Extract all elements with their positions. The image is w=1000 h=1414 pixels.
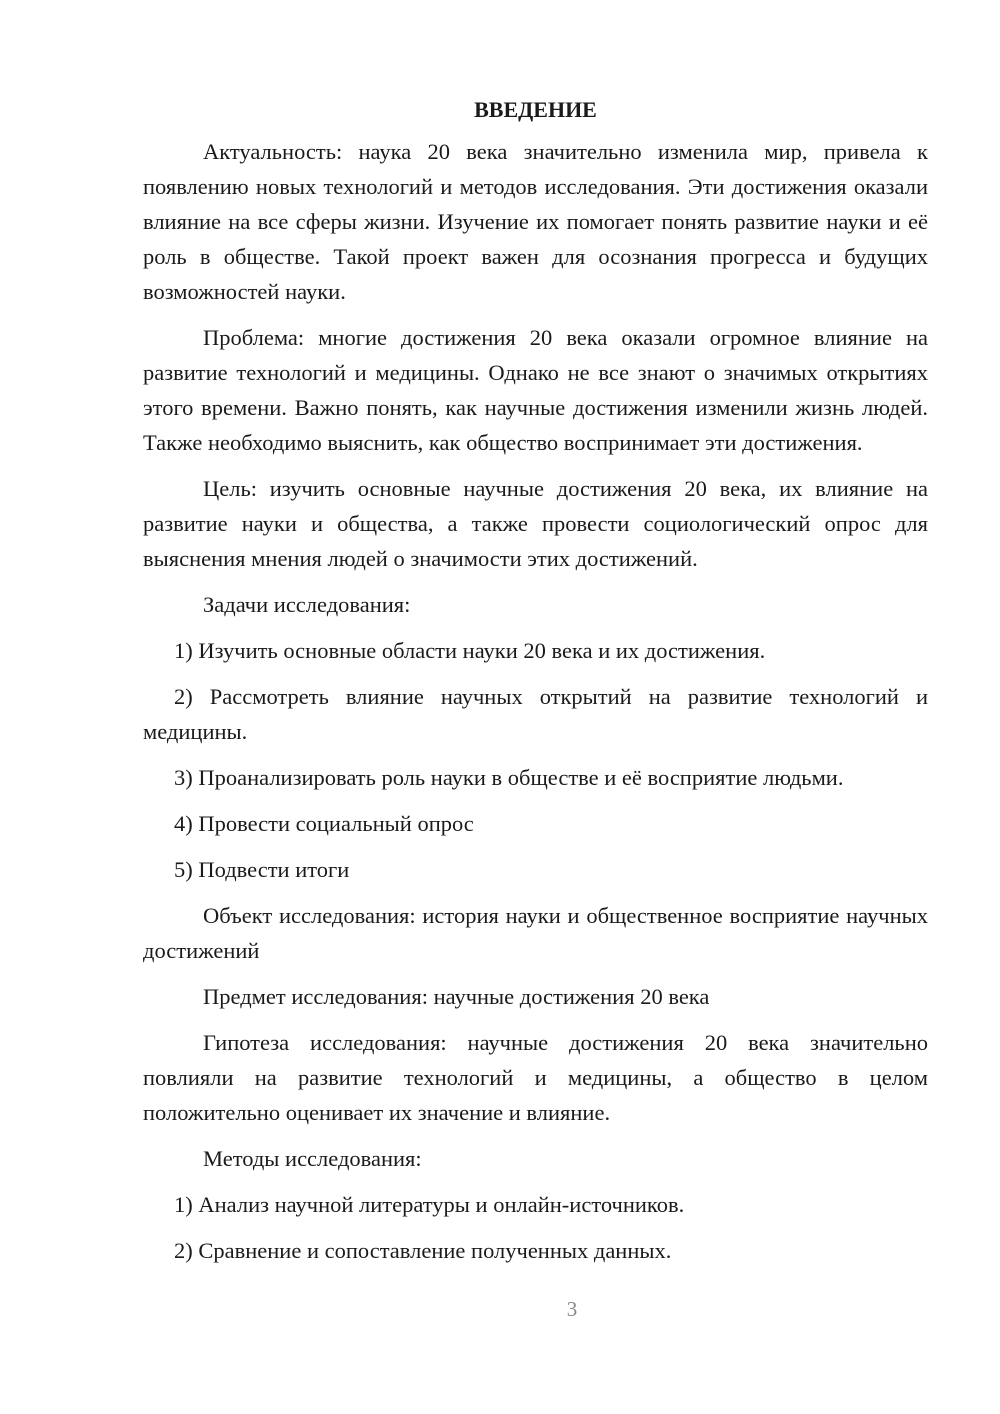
task-item: 3) Проанализировать роль науки в обществе и её восприятие людьми. [174, 765, 844, 790]
document-body [143, 92, 928, 1279]
problem-paragraph: Проблема: многие достижения 20 века оказали огромное влияние на развитие технологий и медицины. Однако не все знают о значимых открытиях этого времени. Важно понять, как научные достижения изменили жизнь людей. Также необходимо выяснить, как общество воспринимает эти достижения. [143, 325, 928, 455]
task-item: 4) Провести социальный опрос [174, 811, 474, 836]
relevance-paragraph: Актуальность: наука 20 века значительно изменила мир, привела к появлению новых технологий и методов исследования. Эти достижения оказали влияние на все сферы жизни. Изучение их помогает понять развитие науки и её роль в обществе. Такой проект важен для осознания прогресса и будущих возможностей науки. [143, 139, 928, 304]
task-item: 5) Подвести итоги [174, 857, 350, 882]
goal-paragraph: Цель: изучить основные научные достижения 20 века, их влияние на развитие науки и общества, а также провести социологический опрос для выяснения мнения людей о значимости этих достижений. [143, 476, 928, 571]
task-item: 1) Изучить основные области науки 20 века и их достижения. [174, 638, 766, 663]
method-item: 2) Сравнение и сопоставление полученных данных. [174, 1238, 672, 1263]
method-item: 1) Анализ научной литературы и онлайн-источников. [174, 1192, 685, 1217]
object-paragraph: Объект исследования: история науки и общественное восприятие научных достижений [143, 903, 928, 963]
hypothesis-paragraph: Гипотеза исследования: научные достижения 20 века значительно повлияли на развитие технологий и медицины, а общество в целом положительно оценивает их значение и влияние. [143, 1030, 928, 1125]
tasks-heading: Задачи исследования: [203, 592, 411, 617]
section-title: ВВЕДЕНИЕ [474, 97, 597, 122]
task-item: 2) Рассмотреть влияние научных открытий на развитие технологий и медицины. [143, 684, 928, 744]
page-number: 3 [566, 1297, 578, 1321]
subject-paragraph: Предмет исследования: научные достижения 20 века [203, 984, 710, 1009]
methods-heading: Методы исследования: [203, 1146, 422, 1171]
